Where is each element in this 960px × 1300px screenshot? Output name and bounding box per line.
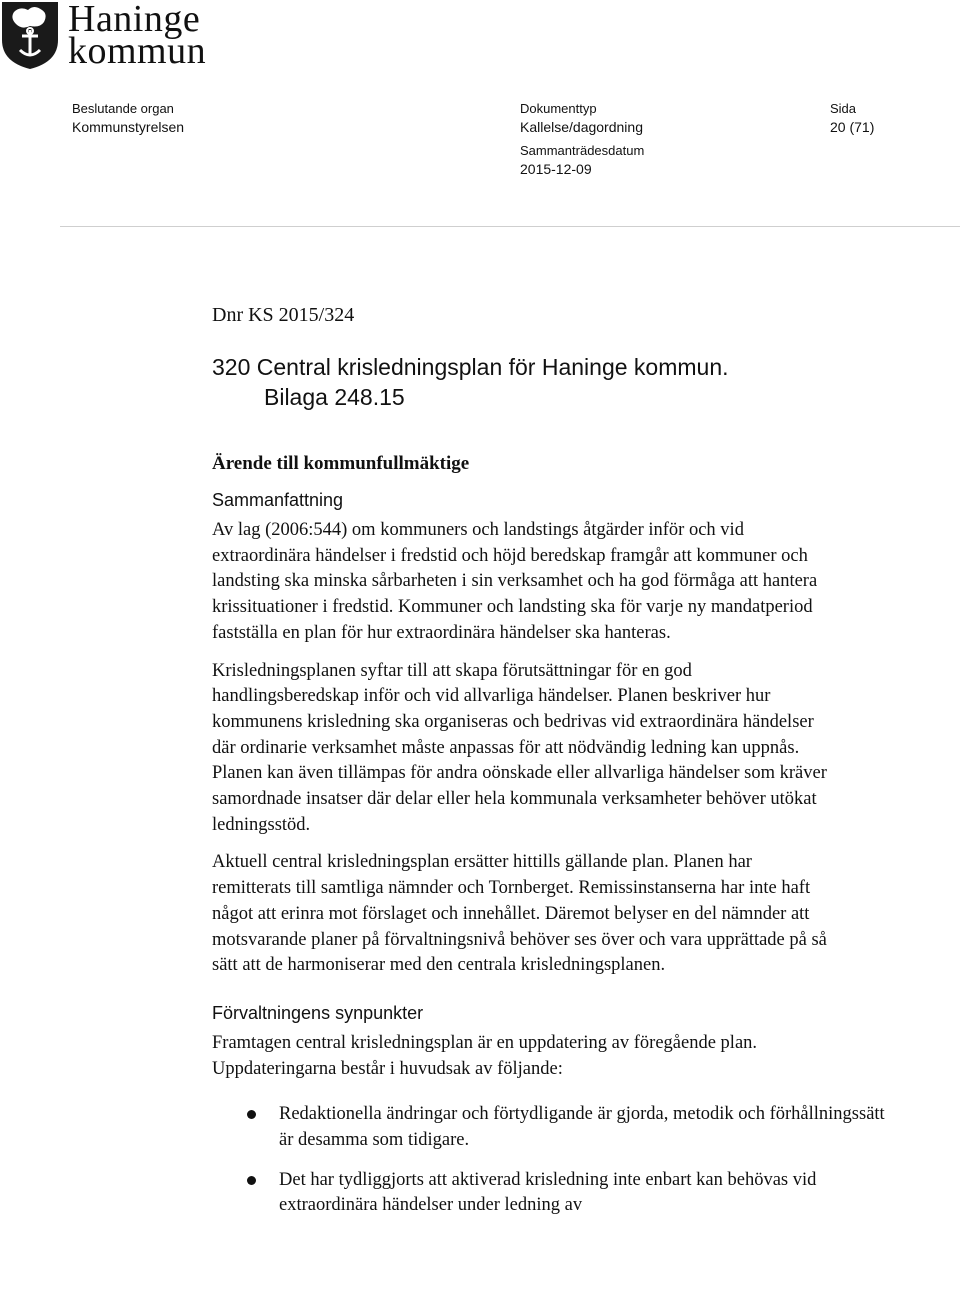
- synpunkter-paragraph: Framtagen central krisledningsplan är en uppdatering av föregående plan. Uppdateringarna består i huvudsak av följande:: [212, 1032, 758, 1079]
- list-item-text: Det har tydliggjorts att aktiverad krisledning inte enbart kan behövas vid extraordinära händelser under ledning av: [279, 1169, 817, 1216]
- diary-number: Dnr KS 2015/324: [212, 304, 355, 326]
- doctype-value: Kallelse/dagordning: [520, 119, 643, 135]
- bullet-icon: [247, 1176, 256, 1185]
- bullet-list: [212, 1102, 885, 1219]
- meeting-date-label: Sammanträdesdatum: [520, 143, 645, 158]
- list-item-text: Redaktionella ändringar och förtydligande är gjorda, metodik och förhållningssätt är desamma som tidigare.: [279, 1104, 885, 1151]
- section-heading-arende: Ärende till kommunfullmäktige: [212, 453, 470, 474]
- header-divider: [60, 226, 960, 227]
- page-label: Sida: [830, 101, 857, 116]
- summary-paragraph-1: Av lag (2006:544) om kommuners och landstings åtgärder inför och vid extraordinära händelser i fredstid och höjd beredskap framgår att kommuner och landsting ska minska sårbarheten i sin verksamhet och ha god förmåga att hantera krissituationer i fredstid. Kommuner och landsting ska för varje ny mandatperiod fastställa en plan för hur extraordinära händelser ska hanteras.: [212, 520, 818, 643]
- title-line-2: Bilaga 248.15: [264, 384, 405, 410]
- meeting-date-value: 2015-12-09: [520, 161, 592, 177]
- page-value: 20 (71): [830, 119, 875, 135]
- summary-paragraph-2: Krisledningsplanen syftar till att skapa förutsättningar för en god handlingsberedskap inför och vid allvarliga händelser. Planen beskriver hur kommunens krisledning ska organiseras och bedrivas vid extraordinära händelser där ordinarie verksamhet måste anpassas för att nödvändig ledning kan uppnås. Planen kan även tillämpas för andra oönskade eller allvarliga händelser som kräver samordnade insatser där delar eller hela kommunala verksamheter behöver utökat ledningsstöd.: [212, 660, 827, 835]
- document-text: [212, 452, 885, 1233]
- summary-paragraph-3: Aktuell central krisledningsplan ersätter hittills gällande plan. Planen har remitterats till samtliga nämnder och Tornberget. Remissinstanserna har inte haft något att erinra mot förslaget och innehållet. Däremot belyser en del nämnder att motsvarande planer på förvaltningsnivå behöver ses över och vara upprättade på så sätt att de harmoniserar med den centrala krisledningsplanen.: [212, 852, 827, 976]
- doctype-label: Dokumenttyp: [520, 101, 597, 116]
- logo-text-line2: kommun: [68, 30, 207, 72]
- header-organ: [72, 100, 184, 136]
- title-line-1: 320 Central krisledningsplan för Haninge kommun.: [212, 354, 729, 380]
- organ-label: Beslutande organ: [72, 101, 174, 116]
- municipality-logo: [0, 0, 230, 72]
- organ-value: Kommunstyrelsen: [72, 119, 185, 135]
- section-heading-synpunkter: Förvaltningens synpunkter: [212, 1002, 424, 1023]
- page-title: [212, 352, 729, 412]
- summary-heading: Sammanfattning: [212, 490, 344, 510]
- header-meeting-date: [520, 142, 644, 178]
- list-item: [212, 1168, 899, 1219]
- coat-of-arms-icon: [0, 0, 60, 70]
- header-page: [830, 100, 874, 136]
- list-item: [212, 1102, 899, 1153]
- bullet-icon: [247, 1110, 256, 1119]
- header-doctype: [520, 100, 643, 136]
- logo-text-line1: Haninge: [68, 0, 201, 40]
